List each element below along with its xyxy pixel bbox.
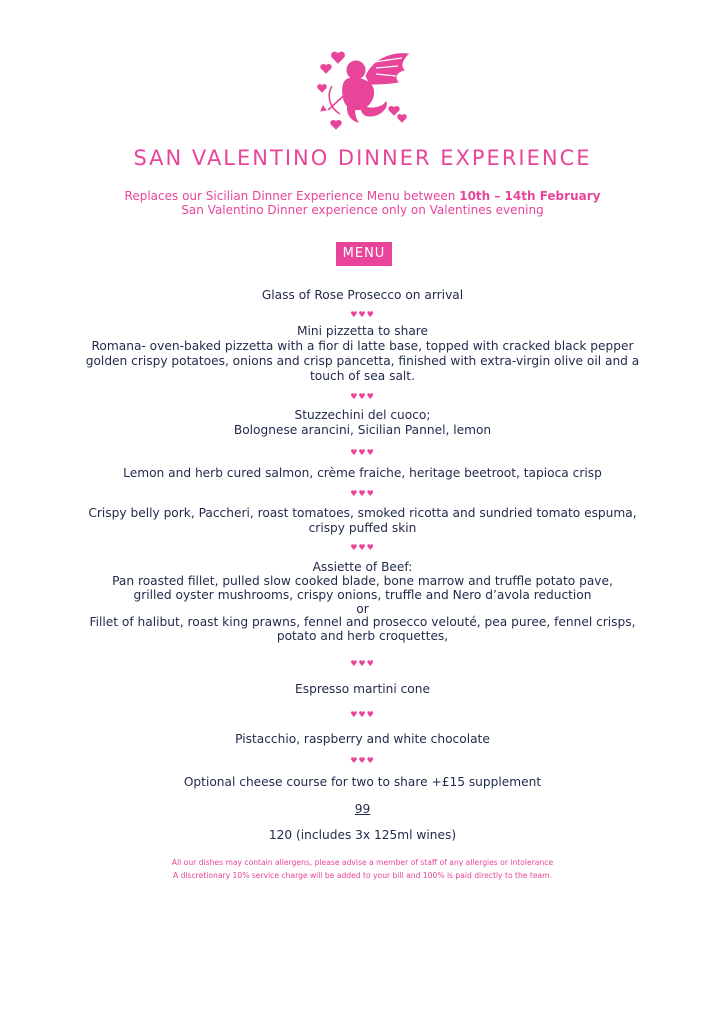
hearts-divider: ♥♥♥ — [350, 310, 375, 319]
allergen-note: All our dishes may contain allergens, please advise a member of staff of any allergies or intolerance — [171, 858, 554, 867]
subtitle-valentines: San Valentino Dinner experience only on Valentines evening — [181, 203, 544, 217]
subtitle-dates-bold: 10th – 14th February — [459, 189, 601, 203]
hearts-divider: ♥♥♥ — [350, 392, 375, 401]
course-stuzzechini-title: Stuzzechini del cuoco; — [294, 408, 431, 422]
course-pizzetta-title: Mini pizzetta to share — [296, 324, 429, 338]
course-main-beef: grilled oyster mushrooms, crispy onions, truffle and Nero d’avola reduction — [133, 588, 592, 602]
course-main-title: Assiette of Beef: — [312, 560, 413, 574]
course-pizzetta-desc: golden crispy potatoes, onions and crisp pancetta, finished with extra-virgin olive oil and a — [85, 354, 640, 368]
course-main-beef: Pan roasted fillet, pulled slow cooked blade, bone marrow and truffle potato pave, — [112, 574, 613, 588]
subtitle-prefix: Replaces our Sicilian Dinner Experience Menu between — [124, 189, 460, 203]
course-cheese: Optional cheese course for two to share +£15 supplement — [183, 775, 542, 789]
price: 99 — [354, 802, 371, 816]
cupid-logo — [316, 46, 412, 132]
hearts-divider: ♥♥♥ — [350, 543, 375, 552]
course-main-or: or — [356, 602, 369, 616]
course-pork: crispy puffed skin — [308, 521, 417, 535]
page-title: SAN VALENTINO DINNER EXPERIENCE — [133, 146, 592, 170]
hearts-divider: ♥♥♥ — [350, 710, 375, 719]
course-main-halibut: Fillet of halibut, roast king prawns, fennel and prosecco velouté, pea puree, fennel crisps, — [89, 615, 636, 629]
menu-badge: MENU — [336, 242, 392, 266]
hearts-divider: ♥♥♥ — [350, 659, 375, 668]
course-dessert: Pistacchio, raspberry and white chocolate — [235, 732, 490, 746]
service-charge-note: A discretionary 10% service charge will be added to your bill and 100% is paid directly to the team. — [173, 871, 552, 880]
course-arrival: Glass of Rose Prosecco on arrival — [261, 288, 464, 302]
hearts-divider: ♥♥♥ — [350, 448, 375, 457]
course-pork: Crispy belly pork, Paccheri, roast tomatoes, smoked ricotta and sundried tomato espuma, — [88, 506, 637, 520]
subtitle-dates — [0, 189, 725, 203]
hearts-divider: ♥♥♥ — [350, 756, 375, 765]
course-stuzzechini-desc: Bolognese arancini, Sicilian Pannel, lemon — [233, 423, 492, 437]
hearts-divider: ♥♥♥ — [350, 489, 375, 498]
course-espresso: Espresso martini cone — [295, 682, 430, 696]
course-main-halibut: potato and herb croquettes, — [276, 629, 449, 643]
course-pizzetta-desc: Romana- oven-baked pizzetta with a fior di latte base, topped with cracked black pepper — [91, 339, 634, 353]
course-pizzetta-desc: touch of sea salt. — [310, 369, 415, 383]
course-salmon: Lemon and herb cured salmon, crème fraiche, heritage beetroot, tapioca crisp — [123, 466, 602, 480]
price-with-wines: 120 (includes 3x 125ml wines) — [268, 828, 457, 842]
